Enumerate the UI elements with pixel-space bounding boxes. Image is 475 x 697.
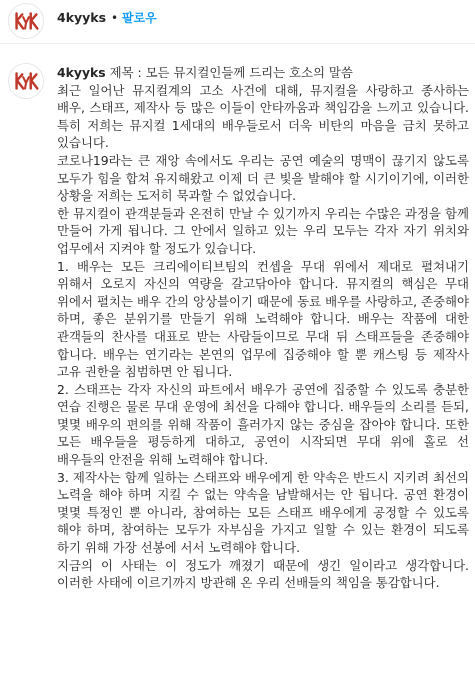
caption-paragraph: 2. 스태프는 각자 자신의 파트에서 배우가 공연에 집중할 수 있도록 충분한 연습 진행은 물론 무대 운영에 최선을 다해야 합니다. 배우들의 소리를 듣되, 몇몇 배우의 편의를 위해 작품이 흘러가지 않는 중심을 잡아야 합니다. 또한 모든 배우들을 평등하게 대하고, 공연이 시작되면 무대 위에 홀로 선 배우들의 안전을 위해 노력해야 합니다. bbox=[57, 381, 469, 468]
caption-text bbox=[57, 64, 469, 592]
caption-paragraph: 한 뮤지컬이 관객분들과 온전히 만날 수 있기까지 우리는 수많은 과정을 함께 만들어 가게 됩니다. 그 안에서 일하고 있는 우리 모두는 각자 자기 위치와 업무에서 지켜야 할 정도가 있습니다. bbox=[57, 205, 469, 256]
caption-paragraph: 3. 제작사는 함께 일하는 스태프와 배우에게 한 약속은 반드시 지키려 최선의 노력을 해야 하며 지킬 수 없는 약속을 남발해서는 안 됩니다. 공연 환경이 몇몇 특정인 뿐 아니라, 참여하는 모든 스태프 배우에게 공정할 수 있도록 해야 하며, 참여하는 모두가 자부심을 가지고 일할 수 있는 환경이 되도록 하기 위해 가장 선봉에 서서 노력해야 합니다. bbox=[57, 469, 469, 556]
caption-avatar[interactable] bbox=[8, 63, 44, 99]
caption-title: 제목 : 모든 뮤지컬인들께 드리는 호소의 말씀 bbox=[109, 65, 353, 80]
separator-dot: • bbox=[111, 11, 119, 25]
caption-username[interactable]: 4kyyks bbox=[57, 65, 106, 80]
header-username[interactable]: 4kyyks bbox=[57, 10, 107, 25]
post-header bbox=[0, 0, 475, 44]
caption-paragraph: 최근 일어난 뮤지컬계의 고소 사건에 대해, 뮤지컬을 사랑하고 종사하는 배우, 스태프, 제작사 등 많은 이들이 안타까움과 책임감을 느끼고 있습니다. 특히 저희는 뮤지컬 1세대의 배우들로서 더욱 비탄의 마음을 금치 못하고 있습니다. bbox=[57, 82, 469, 151]
kyk-logo-icon bbox=[9, 4, 43, 38]
caption-paragraph: 1. 배우는 모든 크리에이티브팀의 컨셉을 무대 위에서 제대로 펼쳐내기 위해서 오로지 자신의 역량을 갈고닦아야 합니다. 뮤지컬의 핵심은 무대 위에서 펼치는 배우 간의 앙상블이기 때문에 동료 배우를 사랑하고, 존중해야 하며, 좋은 분위기를 만들기 위해 노력해야 합니다. 배우는 작품에 대한 관객들의 찬사를 대표로 받는 사람들이므로 무대 뒤 스태프들을 존중해야 합니다. 배우는 연기라는 본연의 업무에 집중해야 할 뿐 캐스팅 등 제작사 고유 권한을 침범하면 안 됩니다. bbox=[57, 258, 469, 380]
caption-paragraph: 지금의 이 사태는 이 정도가 깨졌기 때문에 생긴 일이라고 생각합니다. 이러한 사태에 이르기까지 방관해 온 우리 선배들의 책임을 통감합니다. bbox=[57, 557, 469, 591]
caption-title-line bbox=[57, 64, 469, 82]
follow-button[interactable]: 팔로우 bbox=[122, 11, 157, 25]
kyk-logo-icon bbox=[9, 64, 43, 98]
caption-paragraph: 코로나19라는 큰 재앙 속에서도 우리는 공연 예술의 명맥이 끊기지 않도록 모두가 힘을 합쳐 유지해왔고 이제 더 큰 빛을 발해야 할 시기이기에, 이러한 상황을 저희는 도저히 묵과할 수 없었습니다. bbox=[57, 152, 469, 204]
profile-avatar[interactable] bbox=[8, 3, 44, 39]
